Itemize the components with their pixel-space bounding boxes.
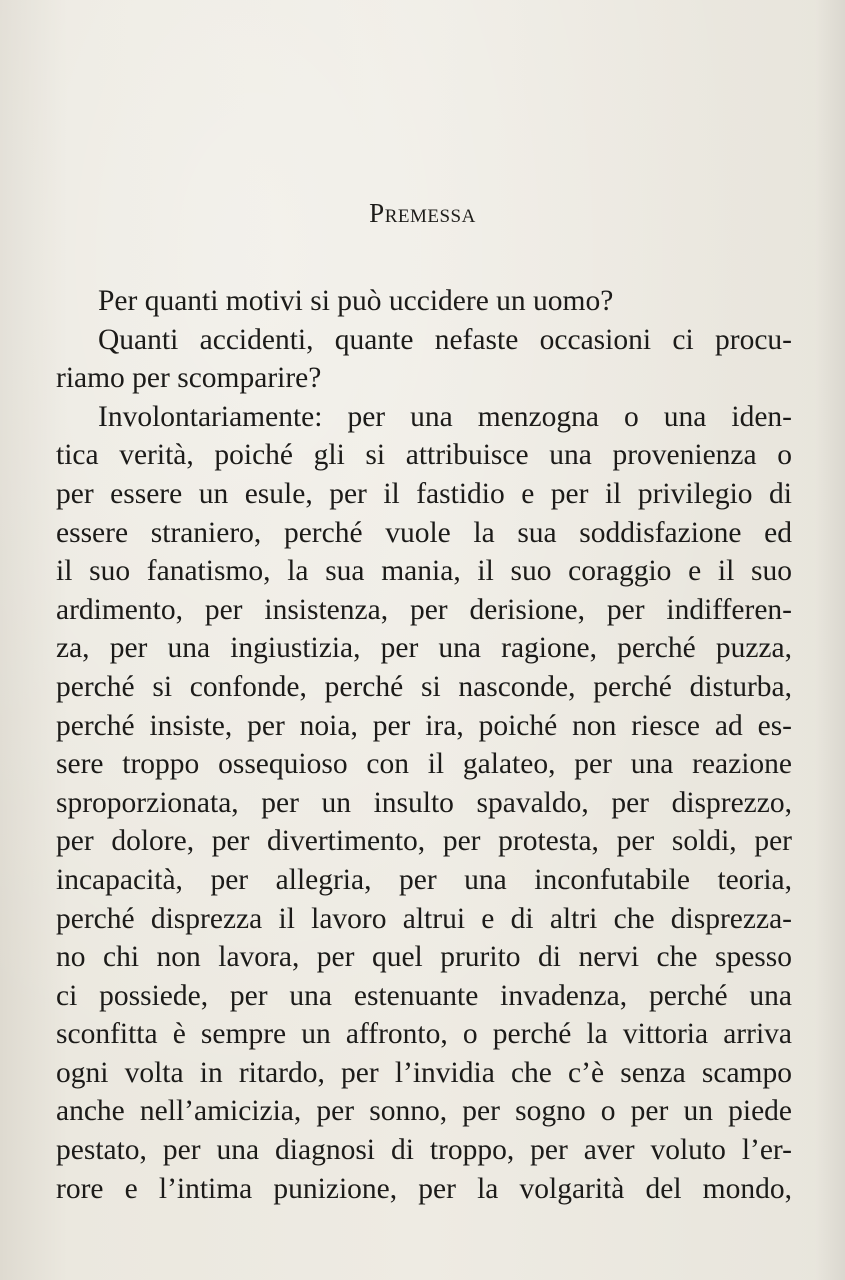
text-line: sproporzionata, per un insulto spavaldo, per disprezzo, <box>56 786 792 819</box>
text-line: per dolore, per divertimento, per protesta, per soldi, per <box>56 825 792 858</box>
text-line: per essere un esule, per il fastidio e per il privilegio di <box>56 477 792 510</box>
text-line: pestato, per una diagnosi di troppo, per aver voluto l’er- <box>56 1134 792 1167</box>
text-line: rore e l’intima punizione, per la volgarità del mondo, <box>56 1172 792 1205</box>
text-line: Quanti accidenti, quante nefaste occasioni ci procu- <box>98 323 792 356</box>
text-line: no chi non lavora, per quel prurito di nervi che spesso <box>56 941 792 974</box>
text-line: ardimento, per insistenza, per derisione, per indifferen- <box>56 593 792 626</box>
text-line: riamo per scomparire? <box>56 362 322 395</box>
text-line: il suo fanatismo, la sua mania, il suo coraggio e il suo <box>56 555 792 588</box>
text-line: sconfitta è sempre un affronto, o perché la vittoria arriva <box>56 1018 792 1051</box>
text-line: perché si confonde, perché si nasconde, perché disturba, <box>56 670 792 703</box>
chapter-heading: Premessa <box>369 198 476 228</box>
text-line: essere straniero, perché vuole la sua soddisfazione ed <box>56 516 792 549</box>
text-line: ogni volta in ritardo, per l’invidia che c’è senza scampo <box>56 1056 792 1089</box>
text-line: anche nell’amicizia, per sonno, per sogno o per un piede <box>56 1095 792 1128</box>
text-line: sere troppo ossequioso con il galateo, per una reazione <box>56 748 792 781</box>
text-line: Per quanti motivi si può uccidere un uomo? <box>98 285 614 317</box>
text-line: Involontariamente: per una menzogna o una iden- <box>98 400 792 433</box>
text-line: perché insiste, per noia, per ira, poiché non riesce ad es- <box>56 709 792 742</box>
text-line: perché disprezza il lavoro altrui e di altri che disprezza- <box>56 902 792 935</box>
text-line: ci possiede, per una estenuante invadenza, perché una <box>56 979 792 1012</box>
page-edge-shadow <box>815 0 845 1280</box>
text-line: za, per una ingiustizia, per una ragione, perché puzza, <box>56 632 792 665</box>
text-line: tica verità, poiché gli si attribuisce una provenienza o <box>56 439 792 472</box>
body-text <box>56 282 792 1208</box>
text-line: incapacità, per allegria, per una inconfutabile teoria, <box>56 863 792 896</box>
